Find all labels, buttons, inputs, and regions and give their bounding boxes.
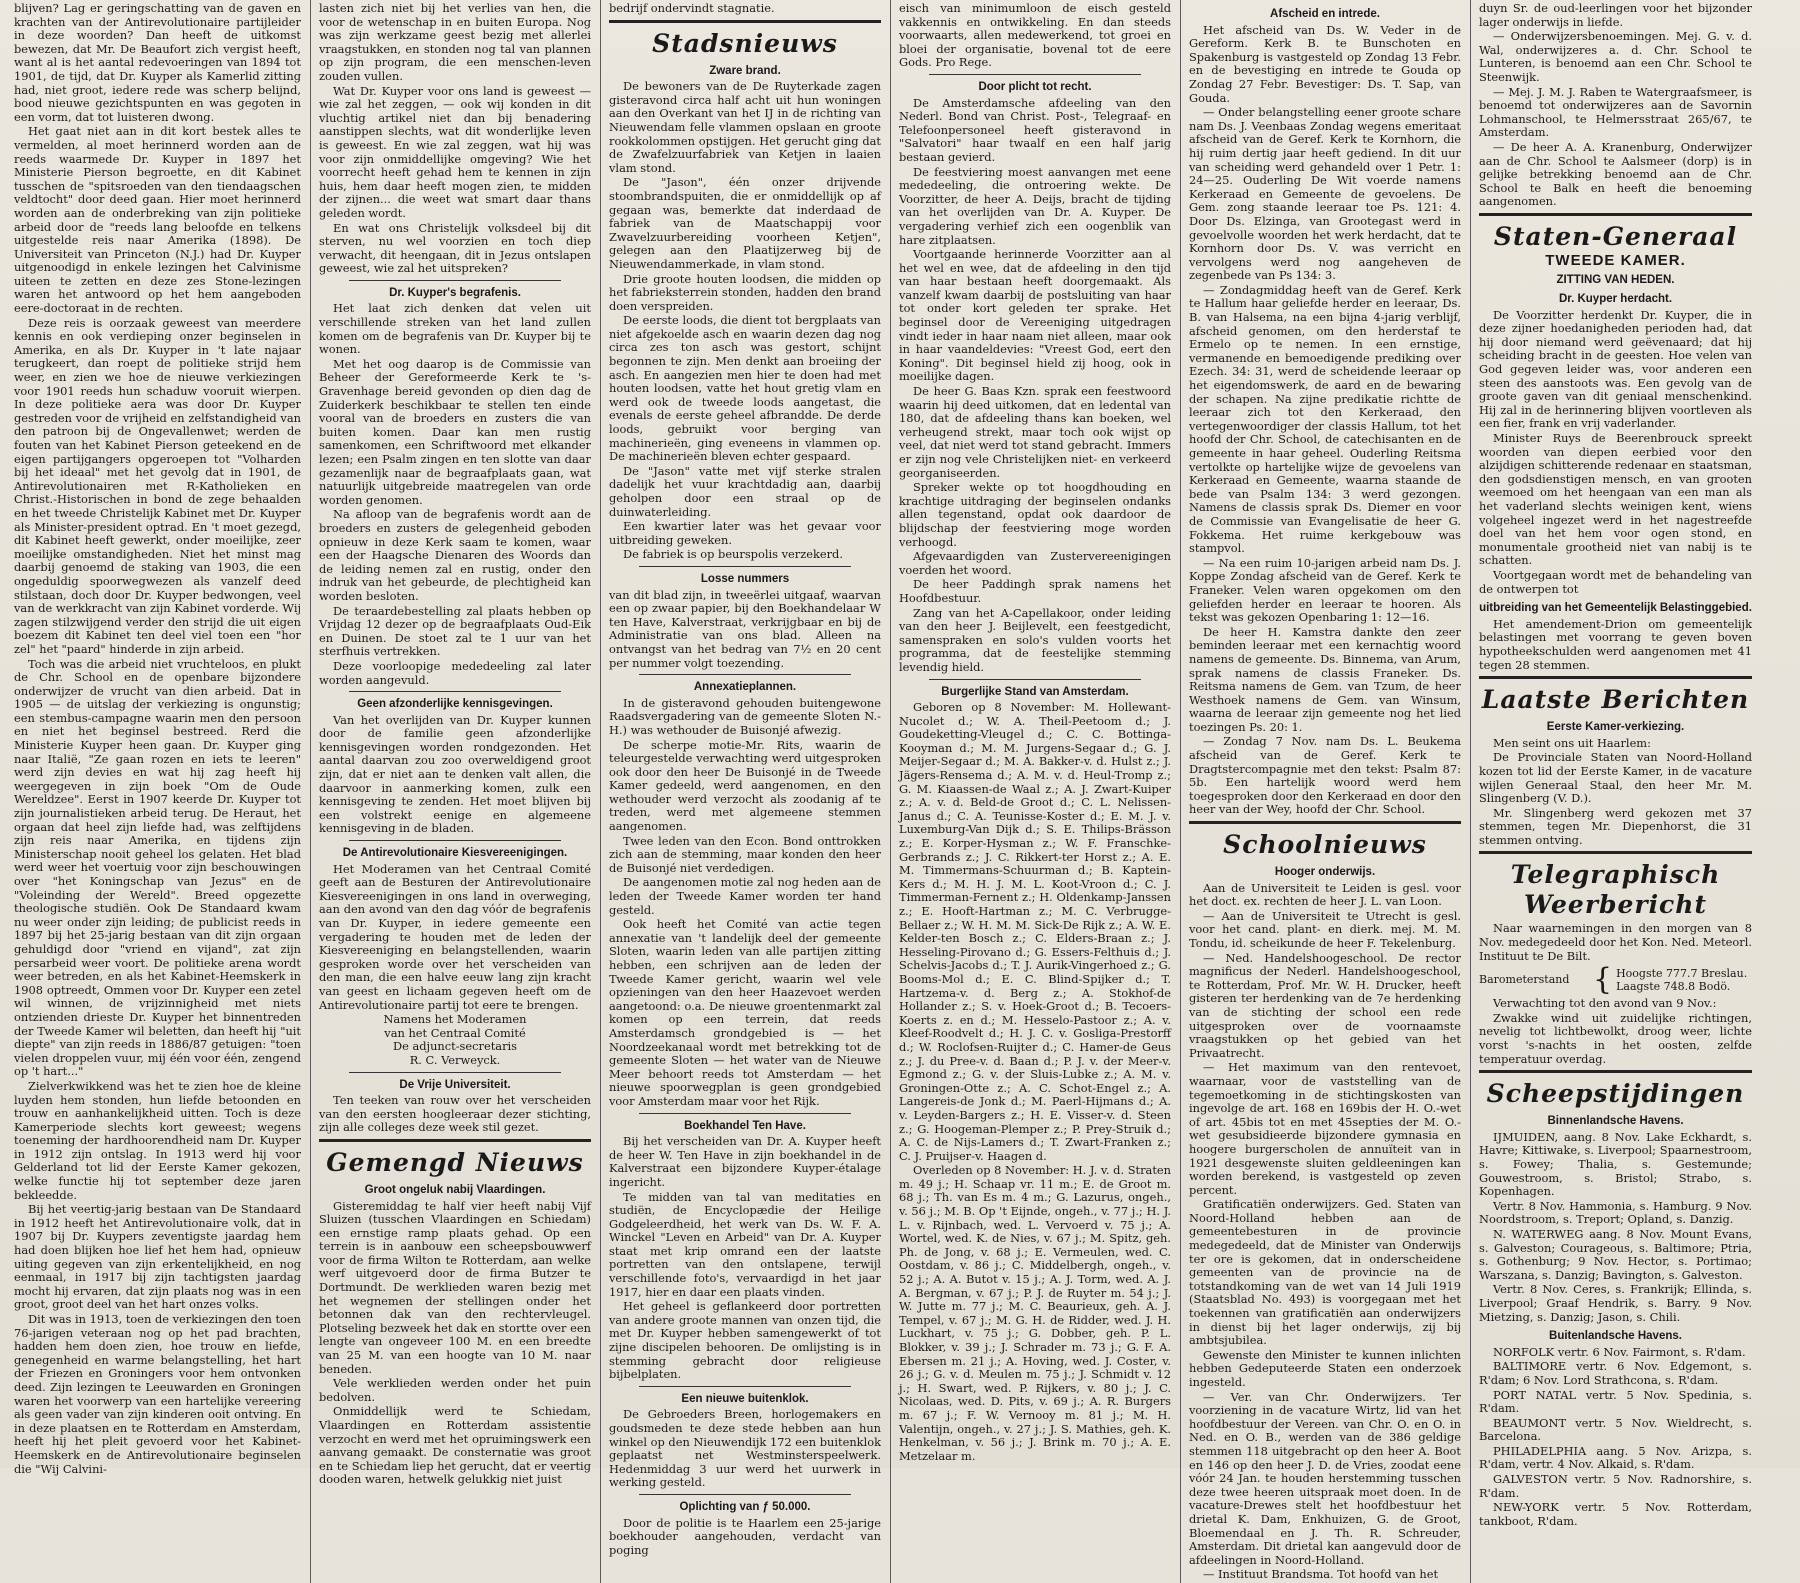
article-heading: Door plicht tot recht. xyxy=(978,80,1092,93)
paragraph: Vertr. 8 Nov. Ceres, s. Frankrijk; Ellinda, s. Liverpool; Graaf Hendrik, s. Barry. 9 Nov. Mietzing, s. Danzig; Jason, s. Chili. xyxy=(1479,1282,1752,1324)
article-heading: Dr. Kuyper's begrafenis. xyxy=(389,286,521,299)
paragraph: Het gaat niet aan in dit kort bestek alles te vermelden, al moet herinnerd worden aan de reeds waarmede Dr. Kuyper in 1897 het Ministerie Pierson begroette, en dit Kabinet tusschen de "spitsroeden van den tiendaagschen veldtocht" door deed gaan. Hier moet herinnerd worden aan de onderbreking van zijn politieke arbeid door de "reeds lang beloofde en telkens uitgestelde reis naar Amerika (1898). De Universiteit van Princeton (N.J.) had Dr. Kuyper uitgenoodigd in enkele lezingen het Calvinisme uiteen te zetten en deze zes Stone-lezingen waren het antwoord op het hem aangeboden eere-doctoraat in de rechten. xyxy=(14,124,301,316)
section-heading: Schoolnieuws xyxy=(1223,830,1427,860)
paragraph: blijven? Lag er geringschatting van de gaven en krachten van der Antirevolutionaire partijleider in deze woorden? Dan heeft de uitkomst bewezen, dat Mr. De Beaufort zich vergist heeft, want al is het aantal redevoeringen van 1894 tot 1901, de tijd, dat Dr. Kuyper als Kamerlid zitting had, niet groot, iedere rede was scherp belijnd, bood nieuwe gezichtspunten en was gegoten in een vorm, dat tot luisteren dwong. xyxy=(14,1,301,124)
column-3 xyxy=(601,0,891,1583)
paragraph: Zielverkwikkend was het te zien hoe de kleine luyden hem stonden, hun liefde betoonden en trouw en aanhankelijkheid uitten. Toch is deze Kamerperiode slechts kort geweest; wegens toeneming der hardhoorendheid nam Dr. Kuyper in 1912 zijn ontslag. In 1913 werd hij voor Gelderland tot lid der Eerste Kamer gekozen, welke functie hij tot september deze jaren bekleedde. xyxy=(14,1078,301,1202)
article-heading: De Vrije Universiteit. xyxy=(399,1078,511,1091)
paragraph: Een kwartier later was het gevaar voor uitbreiding geweken. xyxy=(609,519,881,547)
paragraph: Het laat zich denken dat velen uit verschillende streken van het land zullen komen om de begrafenis van Dr. Kuyper bij te wonen. xyxy=(319,301,591,357)
paragraph: Geboren op 8 November: M. Hollewant-Nucolet d.; W. A. Theil-Peetoom d.; J. Goudeketting-Vleugel d.; C. C. Bottinga-Kooyman d.; M. M. Jurgens-Segaar d.; G. J. Meijer-Segaar d.; M. A. Bakker-v. d. Hulst z.; J. Jägers-Rensema d.; A. M. v. d. Heul-Tromp z.; G. M. Kiaassen-de Waal z.; A. J. Zwart-Kuiper z.; A. v. d. Beld-de Groot d.; C. L. Nelissen-Janus d.; C. A. Teunisse-Koster d.; E. M. J. v. Luxemburg-Van Dijk d.; S. E. Thilips-Brässon z.; E. Korper-Hysman z.; W. F. Franschke-Gerbrands z.; J. C. Rikkert-ter Horst z.; A. E. M. Timmermans-Schuurman d.; B. Kaptein-Kers d.; M. H. J. M. L. Koot-Vroon d.; C. J. Timmerman-Fernent z.; H. Oldenkamp-Janssen z.; E. Hooft-Hartman z.; M. C. Verbrugge-Bellaer z.; W. H. M. M. Sick-De Rijk z.; A. W. E. Kelder-ten Bosch z.; C. Elders-Braan z.; J. Hesseling-Pirovano d.; G. Essers-Felthuis d.; J. Schelvis-Jacobs d.; T. J. Aurik-Vingerhoed z.; G. Booms-Mol d.; E. C. Blind-Spijker d.; T. Hartzema-v. d. Berg z.; A. Stokhof-de Hollander z.; S. v. Hoek-Groot d.; B. Tecoers-Koerts z. en d.; M. Hesselo-Pastoor z.; A. v. Kleef-Roodvelt d.; H. J. C. v. Gosliga-Prestorff d.; W. Roclofsen-Ruijter d.; C. Hamer-de Geus z.; J. du Pree-v. d. Baan d.; P. J. v. der Meer-v. Egmond z.; G. v. der Sluis-Lubke z.; A. M. v. Groningen-Otte z.; A. C. Schot-Engel z.; A. Langereis-de Jonk d.; M. Paerl-Hijmans d.; A. v. Leyden-Bargers z.; H. E. Visser-v. d. Steen z.; G. Hoogeman-Plemper z.; P. Prey-Struik d.; A. C. de Nijs-Lamers d.; T. Zwart-Franken z.; C. J. Pruijser-v. Haagen d. xyxy=(899,700,1171,1163)
divider xyxy=(349,840,561,841)
divider xyxy=(1479,213,1752,216)
paragraph: Het Moderamen van het Centraal Comité geeft aan de Besturen der Antirevolutionaire Kiesvereenigingen in ons land in overweging, aan den avond van den dag vóór de begrafenis van Dr. Kuyper, in iedere gemeente een vergadering te houden met de leden der Kiesvereeniging en belangstellenden, waarin gesproken worde over het verscheiden van den man, die een halve eeuw lang zijn kracht van geest en lichaam gegeven heeft om de Antirevolutionaire partij tot eere te brengen. xyxy=(319,861,591,1012)
paragraph: — Het maximum van den rentevoet, waarnaar, voor de vaststelling van de tegemoetkoming in de stichtingskosten van ingevolge de art. 168 en 169bis der H. O.-wet of art. 45bis tot en met 45septies der M. O.-wet gesubsidieerde bijzondere gymnasia en hoogere burgerscholen de annuïteit van in 1921 desgewenste sluiten geldleeningen kan worden berekend, is vastgesteld op zeven percent. xyxy=(1189,1060,1461,1197)
paragraph: Mr. Slingenberg werd gekozen met 37 stemmen, tegen Mr. Diepenhorst, die 31 stemmen ontving. xyxy=(1479,805,1752,847)
signature-line: De adjunct-secretaris xyxy=(392,1039,518,1054)
subsection-heading: TWEEDE KAMER. xyxy=(1545,251,1686,269)
paragraph: Vertr. 8 Nov. Hammonia, s. Hamburg. 9 Nov. Noordstroom, s. Treport; Opland, s. Danzig. xyxy=(1479,1198,1752,1227)
column-1 xyxy=(6,0,311,1583)
divider xyxy=(1189,821,1461,824)
section-heading: Scheepstijdingen xyxy=(1486,1079,1745,1109)
paragraph: Men seint ons uit Haarlem: xyxy=(1493,735,1651,750)
article-heading: Dr. Kuyper herdacht. xyxy=(1558,293,1673,306)
article-heading: ZITTING VAN HEDEN. xyxy=(1556,273,1675,286)
paragraph: Afgevaardigden van Zustervereenigingen voerden het woord. xyxy=(899,549,1171,577)
paragraph: van dit blad zijn, in tweeërlei uitgaaf, waarvan een op zwaar papier, bij den Boekhandelaar W ten Have, Kalverstraat, verkrijgbaar en bij de Administratie van ons blad. Alleen na ontvangst van het bedrag van 7½ en 20 cent per nummer volgt toezending. xyxy=(609,587,881,670)
divider xyxy=(639,674,851,675)
barometer-label: Barometerstand xyxy=(1479,973,1570,987)
article-heading: Eerste Kamer-verkiezing. xyxy=(1546,721,1685,734)
paragraph: bedrijf ondervindt stagnatie. xyxy=(609,1,775,15)
paragraph: De scherpe motie-Mr. Rits, waarin de teleurgestelde verwachting werd uitgesproken ook door den heer De Buisonjé in de Tweede Kamer gedeeld, werd aangenomen, en den wethouder werd verzocht als zoodanig af te treden, werd met algemeene stemmen aangenomen. xyxy=(609,737,881,834)
paragraph: Gisteremiddag te half vier heeft nabij Vijf Sluizen (tusschen Vlaardingen en Schiedam) een ernstige ramp plaats gehad. Op een terrein is in aanbouw een scheepsbouwwerf voor de firma Wilton te Rotterdam, aan welke werf uitgevoerd door de firma Butzer te Dortmundt. De werklieden waren bezig met het wegnemen der stellingen onder het betonnen dak van den rechtervleugel. Plotseling bezweek het dak en stortte over een lengte van ongeveer 100 M. en een breedte van 25 M. van een hoogte van 10 M. naar beneden. xyxy=(319,1198,591,1376)
paragraph: Minister Ruys de Beerenbrouck spreekt woorden van diepen eerbied voor den alzijdigen schitterende redenaar en staatsman, den godsdienstigen mensch, en van grooten weemoed om het heengaan van een man als het vaderland slechts weinigen kent, wiens volgeheel ingezet werd in het nagestreefde doel van het hem voor ogen stond, en monumentale grootheid niet van nabij is te schatten. xyxy=(1479,431,1752,568)
column-2 xyxy=(311,0,601,1583)
paragraph: Door de politie is te Haarlem een 25-jarige boekhouder aangehouden, verdacht van poging xyxy=(609,1515,881,1557)
article-heading: Binnenlandsche Havens. xyxy=(1547,1115,1684,1128)
paragraph: IJMUIDEN, aang. 8 Nov. Lake Eckhardt, s. Havre; Kittiwake, s. Liverpool; Spaarnestroom, s. Fowey; Thalia, s. Gestemunde; Gouwestroom, s. Bristol; Strabo, s. Kopenhagen. xyxy=(1479,1129,1752,1199)
paragraph: — Zondagmiddag heeft van de Geref. Kerk te Hallum haar geliefde herder en leeraar, Ds. B. van Halsema, na een bijna 4-jarig verblijf, afscheid genomen, om den herderstaf te Ermelo op te nemen. In een ernstige, vermanende en bemoedigende prediking over Ezech. 34: 31, werd de scheidende leeraar op het eigendomswerk, de aard en de bewaring der schapen. Na zijne predikatie richtte de leeraar zich tot den Kerkeraad, den vertegenwoordiger der classis Hallum, tot het hoofd der Chr. School, de catechisanten en de gemeente in haar geheel. Ouderling Reitsma vertolkte op hartelijke wijze de gevoelens van Kerkeraad en Gemeente, waarna staande de bede van Psalm 134: 3 werd gezongen. Namens de classis sprak Ds. Diemer en voor de Commissie van Evangelisatie de heer G. Fokkema. Het ruime kerkgebouw was stampvol. xyxy=(1189,282,1461,556)
paragraph: Het afscheid van Ds. W. Veder in de Gereform. Kerk B. te Bunschoten en Spakenburg is vastgesteld op Zondag 13 Febr. en de bevestiging en intrede te Gouda op Zondag 27 Febr. Bevestiger: Ds. T. Sap, van Gouda. xyxy=(1189,22,1461,105)
paragraph: eisch van minimumloon de eisch gesteld vakkennis en ontwikkeling. En dan steeds voorwaarts, allen medewerkend, tot groei en bloei der organisatie, bovenal tot de eere Gods. Pro Rege. xyxy=(899,1,1171,70)
divider xyxy=(319,1139,591,1142)
article-heading: Zware brand. xyxy=(709,64,781,77)
column-5 xyxy=(1181,0,1471,1583)
paragraph: De Amsterdamsche afdeeling van den Nederl. Bond van Christ. Post-, Telegraaf- en Telefoonpersoneel heeft gisteravond in "Salvatori" haar twaalf en een half jarig bestaan gevierd. xyxy=(899,95,1171,164)
article-heading: Losse nummers xyxy=(700,572,790,585)
divider xyxy=(349,280,561,281)
paragraph: — Onderwijzersbenoemingen. Mej. G. v. d. Wal, onderwijzeres a. d. Chr. School te Lunteren, is benoemd aan een Chr. School te Steenwijk. xyxy=(1479,29,1752,84)
paragraph: Drie groote houten loodsen, die midden op het fabrieksterrein stonden, hadden den brand doen verspreiden. xyxy=(609,271,881,313)
paragraph: Gratificatiën onderwijzers. Ged. Staten van Noord-Holland hebben aan de gemeentebesturen in de provincie medegedeeld, dat de Minister van Onderwijs ter ore is gekomen, dat in onderscheidene gemeenten van de provincie na de totstandkoming van de wet van 14 Juli 1919 (Staatsblad No. 493) is voorgegaan met het toekennen van gratificatiën aan onderwijzers in dienst bij het lager onderwijs, zij bij ambtsjubilea. xyxy=(1189,1197,1461,1348)
paragraph: Aan de Universiteit te Leiden is gesl. voor het doct. ex. rechten de heer J. L. van Loon. xyxy=(1189,880,1461,909)
divider xyxy=(609,20,881,23)
divider xyxy=(929,679,1141,680)
article-heading: Een nieuwe buitenklok. xyxy=(681,1392,809,1405)
paragraph: Na afloop van de begrafenis wordt aan de broeders en zusters de gelegenheid geboden opnieuw in deze Kerk saam te komen, waar een der Haagsche Dienaren des Woords dan de leiding nemen zal en rustig, onder den indruk van het gebeurde, de plechtigheid kan worden besloten. xyxy=(319,507,591,603)
divider xyxy=(639,1113,851,1114)
paragraph: Ten teeken van rouw over het verscheiden van den eersten hoogleeraar dezer stichting, zijn alle colleges deze week stil gezet. xyxy=(319,1093,591,1135)
paragraph: — Ver. van Chr. Onderwijzers. Ter voorziening in de vacature Wirtz, lid van het hoofdbestuur der Vereen. van Chr. O. en O. in Ned. en O. B., werden van de 386 geldige stemmen 118 uitgebracht op den heer A. Boot en 146 op den heer J. D. de Vries, zoodat eene vóór 24 Jan. te houden herstemming tusschen deze twee heeren uitspraak moet doen. In de vacature-Drewes stelt het hoofdbestuur het drietal K. Dam, Enkhuizen, G. de Groot, Bloemendaal en J. Th. R. Schreuder, Amsterdam. Dit drietal kan aangevuld door de afdeelingen in Noord-Holland. xyxy=(1189,1389,1461,1567)
paragraph: Zwakke wind uit zuidelijke richtingen, nevelig tot lichtbewolkt, droog weer, lichte vorst 's-nachts in het oosten, zelfde temperatuur overdag. xyxy=(1479,1010,1752,1066)
paragraph: Spreker wekte op tot hoogdhouding en krachtige uitdraging der beginselen ondanks allen tegenstand, opdat ook daardoor de blijdschap der feestviering moge worden verhoogd. xyxy=(899,480,1171,549)
section-heading: Stadsnieuws xyxy=(652,28,838,58)
signature-line: van het Centraal Comité xyxy=(384,1025,526,1040)
paragraph: Bij het veertig-jarig bestaan van De Standaard in 1912 heeft het Antirevolutionaire volk, dat in 1907 bij Dr. Kuypers zeventigste jaardag hem had doen blijken hoe lief het hem had, opnieuw uiting gegeven van zijn erkentelijkheid, en nog eenmaal, in 1917 bij zijn tachtigsten jaardag mocht hij ervaren, dat zijn plaats nog was in een groot, groot deel van het hart onzes volks. xyxy=(14,1202,301,1312)
paragraph: Vele werklieden werden onder het puin bedolven. xyxy=(319,1376,591,1404)
article-heading: Geen afzonderlijke kennisgevingen. xyxy=(357,698,553,711)
paragraph: De fabriek is op beurspolis verzekerd. xyxy=(623,547,843,562)
paragraph: Overleden op 8 November: H. J. v. d. Straten m. 49 j.; H. Schaap vr. 11 m.; E. de Groot m. 68 j.; Th. van Es m. 4 m.; G. Lazurus, ongeh., v. 56 j.; M. B. Op 't Eijnde, ongeh., v. 77 j.; H. J. L. v. Rijnbach, wed. L. Vervoerd v. 75 j.; A. Wortel, wed. K. de Nies, v. 67 j.; M. Spitz, geh. Ph. de Jong, v. 68 j.; E. Vermeulen, wed. C. Oostdam, v. 86 j.; C. Middelbergh, ongeh., v. 52 j.; A. A. Butot v. 15 j.; A. J. Torm, wed. A. J. A. Bergman, v. 67 j.; P. J. de Ruyter m. 54 j.; J. W. Jutte m. 77 j.; M. C. Beaurieux, geh. A. J. Tempel, v. 67 j.; M. G. H. de Ridder, wed. J. H. Luckhart, v. 75 j.; G. Dobber, geh. P. L. Blokker, v. 39 j.; J. Schrader m. 73 j.; G. F. A. Ebersen m. 21 j.; A. Hoving, wed. J. Coster, v. 26 j.; G. v. d. Meulen m. 75 j.; J. Schmidt v. 12 j.; H. Swart, wed. P. Rijkers, v. 80 j.; J. C. Nicolaas, wed. D. Pits, v. 69 j.; A. R. Burgers m. 67 j.; F. W. Vernooy m. 81 j.; M. H. Valentijn, ongeh., v. 27 j.; J. S. Mathies, geh. K. Henkelman, v. 56 j.; J. Brink m. 70 j.; A. E. Metzelaar m. xyxy=(899,1163,1171,1463)
section-heading: Laatste Berichten xyxy=(1481,685,1750,715)
divider xyxy=(1479,1070,1752,1073)
signature-line: Namens het Moderamen xyxy=(383,1012,527,1027)
paragraph: PHILADELPHIA aang. 5 Nov. Arizpa, s. R'dam, vertr. 4 Nov. Alkaid, s. R'dam. xyxy=(1479,1443,1752,1472)
article-heading: Burgerlijke Stand van Amsterdam. xyxy=(941,685,1129,698)
paragraph: — Onder belangstelling eener groote schare nam Ds. J. Veenbaas Zondag wegens emeritaat afscheid van de Geref. Kerk te Kornhorn, die hij ruim dertig jaar heeft gediend. In dit uur van scheiding werd gehandeld over 1 Petr. 1: 24—25. Ouderling De Wit voerde namens Kerkeraad en Gemeente de gevoelens. De Gem. zong staande leeraar toe Ps. 121: 4. Door Ds. Elzinga, van Grootegast werd in gevoelvolle woorden het werk herdacht, dat te Kornhorn door Ds. V. was verricht en vervolgens werd nog aangeheven de zegenbede van Ps 134: 3. xyxy=(1189,105,1461,283)
barometer-low: Laagste 748.8 Bodö. xyxy=(1616,980,1731,994)
paragraph: De "Jason", één onzer drijvende stoombrandspuiten, die er onmiddellijk op af gegaan was, bemerkte dat inderdaad de fabriek van de Maatschappij voor Zwavelzuurbereiding voorheen Ketjen", gelegen aan den Plaatijzerweg bij de Nieuwendammerkade, in vlam stond. xyxy=(609,175,881,271)
paragraph: Gewenste den Minister te kunnen inlichten hebben Gedeputeerde Staten een onderzoek ingesteld. xyxy=(1189,1347,1461,1389)
paragraph: — Aan de Universiteit te Utrecht is gesl. voor het cand. plant- en dierk. mej. M. M. Tondu, id. scheikunde de heer F. Tekelenburg. xyxy=(1189,908,1461,950)
article-heading: Annexatieplannen. xyxy=(693,681,797,694)
paragraph: De heer H. Kamstra dankte den zeer beminden leeraar met een kernachtig woord namens de gemeente. Ds. Binnema, van Arum, sprak namens de classis Franeker. Ds. Reitsma namens de Gem. van Tzum, de heer Westhoek namens de Gem. van Winsum, waarna de leeraar zijn gemeente nog het lied toezingen Ps. 20: 1. xyxy=(1189,624,1461,734)
section-heading: Gemengd Nieuws xyxy=(326,1147,584,1177)
paragraph: Bij het verscheiden van Dr. A. Kuyper heeft de heer W. Ten Have in zijn boekhandel in de Kalverstraat een bijzondere Kuyper-étalage ingericht. xyxy=(609,1134,881,1189)
divider xyxy=(349,1072,561,1073)
paragraph: N. WATERWEG aang. 8 Nov. Mount Evans, s. Galveston; Courageous, s. Baltimore; Ptria, s. Gothenburg; 9 Nov. Hector, s. Portimao; Warszana, s. Danzig; Bavington, s. Galveston. xyxy=(1479,1226,1752,1282)
paragraph: Te midden van tal van meditaties en studiën, de Encyclopædie der Heilige Godgeleerdheid, het werk van Ds. W. F. A. Winckel "Leven en Arbeid" van Dr. A. Kuyper staat met krip omrand een der laatste portretten van den ontslapene, terwijl verschillende foto's, vervaardigd in het jaar 1917, hier en daar een plaats vinden. xyxy=(609,1189,881,1299)
paragraph: En wat ons Christelijk volksdeel bij dit sterven, nu wel voorzien en toch diep verwacht, dit heengaan, dit in Jezus ontslapen geweest, wie zal het uitspreken? xyxy=(319,220,591,276)
article-heading: Oplichting van ƒ 50.000. xyxy=(679,1500,811,1513)
divider xyxy=(639,1386,851,1387)
paragraph: De heer Paddingh sprak namens het Hoofdbestuur. xyxy=(899,577,1171,605)
paragraph: Deze reis is oorzaak geweest van meerdere kennis en ook verdieping onzer beginselen in Amerika, en als Dr. Kuyper in 't late najaar terugkeert, dan roept de politieke strijd hem weer, en zien we hoe de nieuwe verkiezingen voor 1901 reeds hun schaduw vooruit wierpen. In deze politieke aera was door Dr. Kuyper gestreden voor de vrijheid en zelfstandigheid van den patroon bij de Ongevallenwet; werden de fouten van het Kabinet Pierson geteekend en de eigen partijgangers opgeroepen tot "Volharden bij het ideaal" met het gevolg dat in 1901, de Antirevolutionairen met R-Katholieken en Christ.-Historischen in bond de zege behaalden en het tweede Christelijk Kabinet met Dr. Kuyper als Minister-president optrad. En 't moet gezegd, dit Kabinet heeft gewerkt, onder moeilijke, zeer moeilijke omstandigheden. Niet het minst mag daarbij genoemd de staking van 1903, die een ongeduldig spoorwegwezen als vanzelf deed stilstaan, doch door Dr. Kuyper bedwongen, veel van de werkkracht van zijn Kabinet vorderde. Wij zagen stilzwijgend verder den strijd die uit eigen boezem dit Kabinet ten deel viel toen een "hor zel" het "paard" hinderde in zijn arbeid. xyxy=(14,315,301,656)
paragraph: BEAUMONT vertr. 5 Nov. Wieldrecht, s. Barcelona. xyxy=(1479,1415,1752,1444)
paragraph: Met het oog daarop is de Commissie van Beheer der Gereformeerde Kerk te 's-Gravenhage bereid gevonden op dien dag de Zuiderkerk beschikbaar te stellen ten einde vooral van de broeders en zusters die van buiten komen. Daar kan men rustig samenkomen, een Schriftwoord met elkander lezen; een Psalm zingen en ten slotte van daar gezamenlijk naar de begraafplaats gaan, wat natuurlijk uitgebreide maatregelen van orde worden genomen. xyxy=(319,356,591,507)
section-heading: Staten-Generaal xyxy=(1493,221,1738,251)
article-heading: De Antirevolutionaire Kiesvereenigingen. xyxy=(342,847,568,860)
paragraph: Dit was in 1913, toen de verkiezingen den toen 76-jarigen veteraan nog op het pad brachten, hadden hem doen zien, hoe trouw en liefde, genegenheid en warme belangstelling, het hart der Friezen en Groningers voor hem ontvonken deed. Zijn lezingen te Leeuwarden en Groningen waren het voorwerp van een hartelijke vereering als geen vader van zijn kinderen ooit ontving. En in deze plaatsen en te Rotterdam en Amsterdam, heeft hij het pleit gevoerd voor het Kabinet-Heemskerk en de Antirevolutionaire beginselen die "Wij Calvini- xyxy=(14,1312,301,1476)
paragraph: Wat Dr. Kuyper voor ons land is geweest — wie zal het zeggen, — ook wij konden in dit vluchtig artikel niet dan bij benadering aanstippen slechts, wat dit wonderlijke leven is geweest. En wie zal zeggen, wat hij was voor zijn onmiddellijke omgeving? Wie het voorrecht heeft gehad hem te kennen in zijn huis, hem daar heeft mogen zien, te midden der zijnen... die weet wat smart daar thans geleden wordt. xyxy=(319,83,591,220)
paragraph: De Gebroeders Breen, horlogemakers en goudsmeden te deze stede hebben aan hun winkel op den Nieuwendijk 172 een buitenklok geplaatst net Westminsterspeelwerk. Hedenmiddag 3 uur werd het uurwerk in werking gesteld. xyxy=(609,1407,881,1490)
divider xyxy=(929,74,1141,75)
paragraph: — Zondag 7 Nov. nam Ds. L. Beukema afscheid van de Geref. Kerk te Dragtstercompagnie met den tekst: Psalm 87: 5b. Een hartelijk woord werd hem toegesproken door den Kerkeraad en door den heer van der Wey, hoofd der Chr. School. xyxy=(1189,734,1461,817)
signature-line: R. C. Verweyck. xyxy=(409,1052,501,1067)
section-heading: Telegraphisch Weerbericht xyxy=(1510,860,1721,920)
paragraph: De eerste loods, die dient tot bergplaats van niet afgekoelde asch en waarin dezen dag nog circa zes ton asch was gestort, schijnt begonnen te zijn. Men denkt aan broeiing der asch. En aangezien men hier te doen had met houten loodsen, vatte het hout gretig vlam en werd ook de tweede loods aangetast, die evenals de eerste geheel afbrandde. De derde loods, gebruikt voor berging van machinerieën, ging eveneens in vlammen op. De machinerieën bleven echter gespaard. xyxy=(609,313,881,464)
paragraph: Deze voorloopige mededeeling zal later worden aangevuld. xyxy=(319,658,591,687)
divider xyxy=(349,691,561,692)
divider xyxy=(1479,851,1752,854)
paragraph: Voortgegaan wordt met de behandeling van de ontwerpen tot xyxy=(1479,567,1752,596)
paragraph: Het amendement-Drion om gemeentelijk belastingen met voorrang te geven boven hypotheekschulden werd aangenomen met 41 tegen 28 stemmen. xyxy=(1479,616,1752,672)
paragraph: Onmiddellijk werd te Schiedam, Vlaardingen en Rotterdam assistentie verzocht en werd met het opruimingswerk een aanvang gemaakt. De consternatie was groot en te Schiedam liep het gerucht, dat er veertig dooden waren, hetwelk gelukkig niet juist xyxy=(319,1404,591,1487)
paragraph: PORT NATAL vertr. 5 Nov. Spedinia, s. R'dam. xyxy=(1479,1387,1752,1416)
paragraph: Zang van het A-Capellakoor, onder leiding van den heer J. Beijlevelt, een feestgedicht, samenspraken en solo's vulden voorts het programma, dat de feestelijke stemming levendig hield. xyxy=(899,605,1171,674)
paragraph: De heer G. Baas Kzn. sprak een feestwoord waarin hij deed uitkomen, dat en ledental van 180, dat de afdeeling thans kan boeken, wel verheugend strekt, maar toch ook wijst op veel, dat niet werd tot stand gebracht. Immers er zijn nog vele Christelijken niet- en verkeerd georganiseerden. xyxy=(899,384,1171,480)
paragraph: De teraardebestelling zal plaats hebben op Vrijdag 12 dezer op de begraafplaats Oud-Eik en Duinen. De stoet zal te 1 uur van het sterfhuis vertrekken. xyxy=(319,603,591,659)
paragraph: — Mej. J. M. J. Raben te Watergraafsmeer, is benoemd tot onderwijzeres aan de Savornin Lohmanschool, te Helmersstraat 265/67, te Amsterdam. xyxy=(1479,84,1752,140)
paragraph: Naar waarnemingen in den morgen van 8 Nov. medegedeeld door het Kon. Ned. Meteorl. Instituut te De Bilt. xyxy=(1479,921,1752,963)
paragraph: — Ned. Handelshoogeschool. De rector magnificus der Nederl. Handelshoogeschool, te Rotterdam, Prof. Mr. W. H. Drucker, heeft gisteren ter herdenking van de 7e herdenking van de stichting der school een rede uitgesproken over de voornaamste vraagstukken op het gebied van het Privaatrecht. xyxy=(1189,950,1461,1060)
paragraph: In de gisteravond gehouden buitengewone Raadsvergadering van de gemeente Sloten N.-H.) was wethouder de Buisonjé afwezig. xyxy=(609,695,881,737)
divider xyxy=(639,566,851,567)
barometer-high: Hoogste 777.7 Breslau. xyxy=(1616,967,1748,981)
paragraph: NORFOLK vertr. 6 Nov. Fairmont, s. R'dam. xyxy=(1493,1344,1746,1359)
paragraph: NEW-YORK vertr. 5 Nov. Rotterdam, tankboot, R'dam. xyxy=(1479,1500,1752,1528)
paragraph: — Na een ruim 10-jarigen arbeid nam Ds. J. Koppe Zondag afscheid van de Geref. Kerk te Franeker. Velen waren opgekomen om den geliefden herder en leeraar te hooren. Als tekst was gekozen Openbaring 1: 12—16. xyxy=(1189,555,1461,625)
paragraph: GALVESTON vertr. 5 Nov. Radnorshire, s. R'dam. xyxy=(1479,1472,1752,1500)
paragraph: — De heer A. A. Kranenburg, Onderwijzer aan de Chr. School te Aalsmeer (dorp) is in gelijke betrekking benoemd aan de Chr. School te Balk en heeft die benoeming aangenomen. xyxy=(1479,139,1752,209)
paragraph: Voortgaande herinnerde Voorzitter aan al het wel en wee, dat de afdeeling in den tijd van haar bestaan heeft doorgemaakt. Als vanzelf kwam daarbij de postsluiting van haar tot onder kort geleden ter sprake. Het beginsel door de Vereeniging uitgedragen vindt ieder in haar naam niet alleen, maar ook in haar vaandeldevies: "Vreest God, eert den Koning". Dit beginsel hield zij hoog, ook in moeilijke dagen. xyxy=(899,247,1171,384)
divider xyxy=(1479,676,1752,679)
divider xyxy=(639,1494,851,1495)
column-6 xyxy=(1471,0,1761,1583)
paragraph: De bewoners van de De Ruyterkade zagen gisteravond circa half acht uit hun woningen aan den Overkant van het IJ in de richting van Nieuwendam felle vlammen opslaan en groote rookkolommen opstijgen. Het gerucht ging dat de Zwafelzuurfabriek van Ketjen in laaien vlam stond. xyxy=(609,79,881,175)
paragraph: duyn Sr. de oud-leerlingen voor het bijzonder lager onderwijs in liefde. xyxy=(1479,1,1752,29)
paragraph: Ook heeft het Comité van actie tegen annexatie van 't landelijk deel der gemeente Sloten, waarin leden van alle partijen zitting hebben, een schrijven aan de leden der Tweede Kamer gericht, waarin wel vele opzieningen van den heer Haazevoet werden aangetoond: o.a. De nieuwe groentenmarkt zal komen op een terrein, dat reeds Amsterdamsch grondgebied is — het Noordzeekanaal wordt met betrekking tot de gemeente Sloten — het water van de Nieuwe Meer behoort reeds tot Amsterdam — het nieuwe spoorwegplan is geen grondgebied voor Amsterdam maar voor het Rijk. xyxy=(609,917,881,1108)
article-heading: Afscheid en intrede. xyxy=(1270,8,1380,20)
article-heading: uitbreiding van het Gemeentelijk Belastinggebied. xyxy=(1479,602,1752,615)
paragraph: De Voorzitter herdenkt Dr. Kuyper, die in deze zijner hoedanigheden perioden had, dat hij door niemand werd geëvenaard; dat hij scheiding bracht in de geesten. Hoe velen van God gegeven leider was, voor anderen een steen des aanstoots was. Een gevolg van de groote gaven van dit geniaal menschenkind. Hij zal in de herinnering blijven voortleven als een fier, frank en vrij vaderlander. xyxy=(1479,307,1752,431)
article-heading: Boekhandel Ten Have. xyxy=(684,1119,806,1132)
paragraph: De Provinciale Staten van Noord-Holland kozen tot lid der Eerste Kamer, in de vacature wijlen Generaal Staal, den heer Mr. M. Slingenberg (V. D.). xyxy=(1479,750,1752,806)
paragraph: lasten zich niet bij het verlies van hen, die voor de wetenschap in en buiten Europa. Nog was zijn werkzame geest bezig met allerlei vraagstukken, en stonden nog tal van plannen op zijn program, die een menschen-leven zouden vullen. xyxy=(319,1,591,83)
paragraph: BALTIMORE vertr. 6 Nov. Edgemont, s. R'dam; 6 Nov. Lord Strathcona, s. R'dam. xyxy=(1479,1359,1752,1387)
paragraph: De "Jason" vatte met vijf sterke stralen dadelijk het vuur krachtdadig aan, daarbij geholpen door een straal op de duinwaterleiding. xyxy=(609,463,881,519)
paragraph: Twee leden van den Econ. Bond onttrokken zich aan de stemming, maar konden den heer de Buisonjé niet verdedigen. xyxy=(609,833,881,875)
brace-icon: { xyxy=(1593,962,1613,998)
paragraph: Toch was die arbeid niet vruchteloos, en plukt de Chr. School en de openbare bijzondere onderwijzer de vrucht van dien arbeid. Dat in 1905 — de uitslag der verkiezing is ongunstig; een stembus-campagne waarin men den persoon en niet het beginsel bestreed. Rerd die Ministerie Kuyper heen gaan. Dr. Kuyper ging naar Italië, "Ze gaan rozen en iets te leeren" werd zijn devies en wat hij zag heeft hij weergegeven in zijn boek "Om de Oude Wereldzee". Eerst in 1907 keerde Dr. Kuyper tot zijn journalistieken arbeid terug. De Heraut, het orgaan dat heel zijn liefde had, was zelftijdens zijn reis naar Amerika, en tijdens zijn Ministerschap nooit geheel los gelaten. Het blad werd weer het voertuig voor zijn beschouwingen over "het Koningschap van Jezus" en de "Voleinding der Wereld". Breed opgezette theologische studiën. Ook De Standaard kwam nu weer onder zijn leiding; de publicist reeds in 1897 bij het 25-jarig bestaan van dit zijn orgaan gehuldigd door "vriend en vijand", zat zijn persarbeid weer voort. De politieke arena wordt weer betreden, en als het Kabinet-Heemskerk in 1908 optreedt, Ommen voor Dr. Kuyper een zetel wil winnen, de vrijzinnigheid met niets ontzienden drieste Dr. Kuyper het binnentreden der Tweede Kamer wil beletten, dan heeft hij "uit diepte" van zijn reeds in 1886/87 getuigen: "toen vielen droppelen vuur, mij één voor één, zengend op 't hart..." xyxy=(14,656,301,1079)
column-4 xyxy=(891,0,1181,1583)
barometer-readout xyxy=(1479,962,1752,998)
article-heading: Groot ongeluk nabij Vlaardingen. xyxy=(364,1183,546,1196)
paragraph: De feestviering moest aanvangen met eene mededeeling, die ontroering wekte. De Voorzitter, de heer A. Deijs, bracht de tijding van het overlijden van Dr. A. Kuyper. De vergadering verhief zich een oogenblik van hare zitplaatsen. xyxy=(899,164,1171,247)
barometer-values xyxy=(1616,967,1747,993)
article-heading: Buitenlandsche Havens. xyxy=(1549,1330,1682,1343)
paragraph: Verwachting tot den avond van 9 Nov.: xyxy=(1493,996,1717,1011)
paragraph: De aangenomen motie zal nog heden aan de leden der Tweede Kamer worden ter hand gesteld. xyxy=(609,875,881,917)
paragraph: — Instituut Brandsma. Tot hoofd van het xyxy=(1203,1567,1439,1582)
article-heading: Hooger onderwijs. xyxy=(1274,866,1376,879)
paragraph: Het geheel is geflankeerd door portretten van andere groote mannen van onzen tijd, die met Dr. Kuyper hebben samengewerkt of tot zijne discipelen behooren. De omlijsting is in stemming gebracht door religieuse bijbelplaten. xyxy=(609,1299,881,1382)
paragraph: Van het overlijden van Dr. Kuyper kunnen door de familie geen afzonderlijke kennisgevingen worden rondgezonden. Het aantal daarvan zou zoo overweldigend groot zijn, dat er niet aan te denken valt allen, die daarvoor in aanmerking komen, zulk een kennisgeving te zenden. Het moet blijven bij een volstrekt eenige en algemeene kennisgeving in de bladen. xyxy=(319,712,591,836)
